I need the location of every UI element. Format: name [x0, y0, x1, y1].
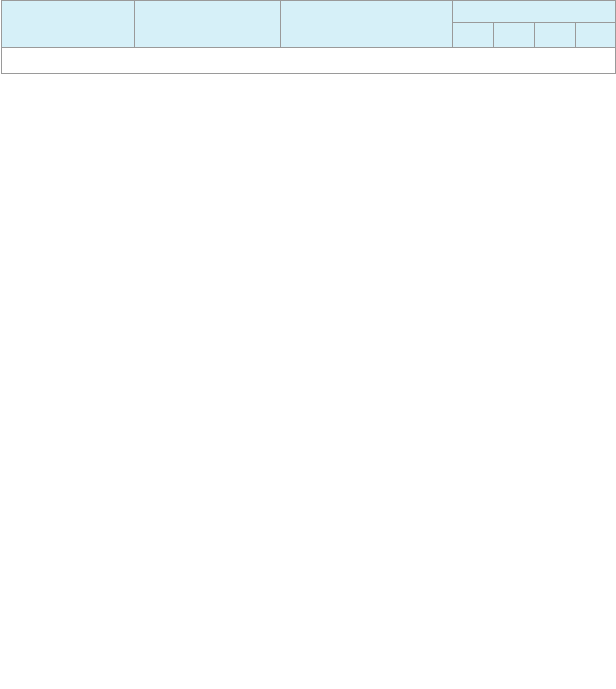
job-table — [1, 0, 616, 74]
header-reward-charm — [494, 23, 535, 48]
table-spacer — [2, 48, 616, 74]
header-reward-group — [453, 1, 616, 23]
header-job — [2, 1, 135, 48]
header-reward-research — [576, 23, 616, 48]
header-reward-cooking — [535, 23, 576, 48]
header-condition — [135, 1, 281, 48]
spacer-cell — [2, 48, 616, 74]
header-reward-speed — [453, 23, 494, 48]
header-skill — [281, 1, 453, 48]
